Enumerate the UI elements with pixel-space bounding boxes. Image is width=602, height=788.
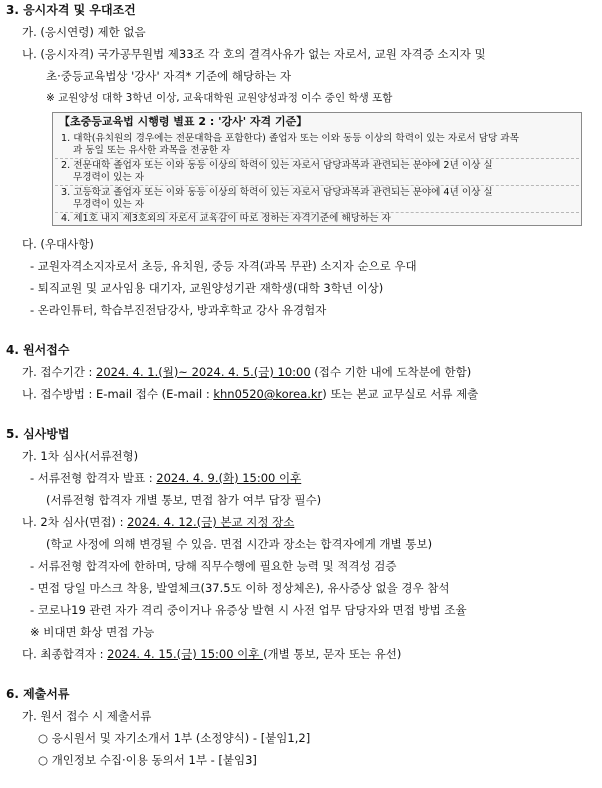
preference-item-1: - 교원자격소지자로서 초등, 유치원, 중등 자격(과목 무관) 소지자 순으로 우대 xyxy=(30,259,417,273)
first-screening-note: (서류전형 합격자 개별 통보, 면접 참가 여부 답장 필수) xyxy=(46,493,322,507)
preference-item-2: - 퇴직교원 및 교사임용 대기자, 교원양성기관 재학생(대학 3학년 이상) xyxy=(30,281,384,295)
interview-item-2: - 면접 당일 마스크 착용, 발열체크(37.5도 이하 정상체온), 유사증상 없을 경우 참석 xyxy=(30,581,450,595)
documents-heading: 가. 원서 접수 시 제출서류 xyxy=(22,709,152,723)
section-4-heading: 4. 원서접수 xyxy=(6,343,70,357)
criteria-item-3-line2: 무경력이 있는 자 xyxy=(73,199,144,210)
criteria-item-3-line1: 3. 고등학교 졸업자 또는 이와 동등 이상의 학력이 있는 자로서 담당과목과 관련되는 분야에 4년 이상 실 xyxy=(61,187,493,198)
application-method-rest: ) 또는 본교 교무실로 서류 제출 xyxy=(322,387,479,401)
final-result-note: (개별 통보, 문자 또는 유선) xyxy=(263,647,402,661)
interview-item-1: - 서류전형 합격자에 한하며, 당해 직무수행에 필요한 능력 및 적격성 검증 xyxy=(30,559,397,573)
documents-item-1: ○ 응시원서 및 자기소개서 1부 (소정양식) - [붙임1,2] xyxy=(38,731,311,745)
application-email-link[interactable]: khn0520@korea.kr xyxy=(213,387,323,401)
eligibility-qualification-line2: 초·중등교육법상 '강사' 자격* 기준에 해당하는 자 xyxy=(46,69,292,83)
preference-item-3: - 온라인튜터, 학습부진전담강사, 방과후학교 강사 유경험자 xyxy=(30,303,327,317)
criteria-item-4: 4. 제1호 내지 제3호외의 자로서 교육감이 따로 정하는 자격기준에 해당하는 자 xyxy=(61,213,391,224)
final-result-date: 2024. 4. 15.(금) 15:00 이후 xyxy=(107,647,264,661)
criteria-item-2-line2: 무경력이 있는 자 xyxy=(73,172,144,183)
section-6-heading: 6. 제출서류 xyxy=(6,687,70,701)
instructor-criteria-box xyxy=(52,112,582,226)
criteria-box-title: 【초중등교육법 시행령 별표 2 : '강사' 자격 기준】 xyxy=(59,115,308,128)
first-screening-label: - 서류전형 합격자 발표 : xyxy=(30,471,157,485)
eligibility-note: ※ 교원양성 대학 3학년 이상, 교육대학원 교원양성과정 이수 중인 학생 포함 xyxy=(46,92,393,104)
interview-date: 2024. 4. 12.(금) 본교 지정 장소 xyxy=(127,515,295,529)
criteria-item-2-line1: 2. 전문대학 졸업자 또는 이와 동등 이상의 학력이 있는 자로서 담당과목과 관련되는 분야에 2년 이상 실 xyxy=(61,160,493,171)
documents-item-2: ○ 개인정보 수집·이용 동의서 1부 - [붙임3] xyxy=(38,753,257,767)
application-period xyxy=(22,364,471,380)
section-3-heading: 3. 응시자격 및 우대조건 xyxy=(6,3,136,17)
criteria-item-1-line1: 1. 대학(유치원의 경우에는 전문대학을 포함한다) 졸업자 또는 이와 동등 이상의 학력이 있는 자로서 담당 과목 xyxy=(61,133,519,144)
application-method-label: 나. 접수방법 : E-mail 접수 (E-mail : xyxy=(22,387,214,401)
interview-remote-note: ※ 비대면 화상 면접 가능 xyxy=(30,625,155,639)
criteria-divider xyxy=(55,185,579,186)
eligibility-qualification-line1: 나. (응시자격) 국가공무원법 제33조 각 호의 결격사유가 없는 자로서, 교원 자격증 소지자 및 xyxy=(22,47,486,61)
application-period-date: 2024. 4. 1.(월)~ 2024. 4. 5.(금) 10:00 xyxy=(96,365,311,379)
final-result-label: 다. 최종합격자 : xyxy=(22,647,108,661)
criteria-divider xyxy=(55,158,579,159)
application-period-note: (접수 기한 내에 도착분에 한함) xyxy=(310,365,472,379)
first-screening-announcement xyxy=(30,470,301,486)
interview-note: (학교 사정에 의해 변경될 수 있음. 면접 시간과 장소는 합격자에게 개별 통보) xyxy=(46,537,433,551)
application-method xyxy=(22,386,478,402)
first-screening-date: 2024. 4. 9.(화) 15:00 이후 xyxy=(156,471,302,485)
eligibility-age: 가. (응시연령) 제한 없음 xyxy=(22,25,146,39)
interview-label: 나. 2차 심사(면접) : xyxy=(22,515,128,529)
first-screening-heading: 가. 1차 심사(서류전형) xyxy=(22,449,139,463)
interview-schedule xyxy=(22,514,294,530)
section-5-heading: 5. 심사방법 xyxy=(6,427,70,441)
application-period-label: 가. 접수기간 : xyxy=(22,365,97,379)
criteria-item-1-line2: 과 동일 또는 유사한 과목을 전공한 자 xyxy=(73,145,231,156)
final-result xyxy=(22,646,401,662)
interview-item-3: - 코로나19 관련 자가 격리 중이거나 유증상 발현 시 사전 업무 담당자와 면접 방법 조율 xyxy=(30,603,467,617)
preference-heading: 다. (우대사항) xyxy=(22,237,94,251)
